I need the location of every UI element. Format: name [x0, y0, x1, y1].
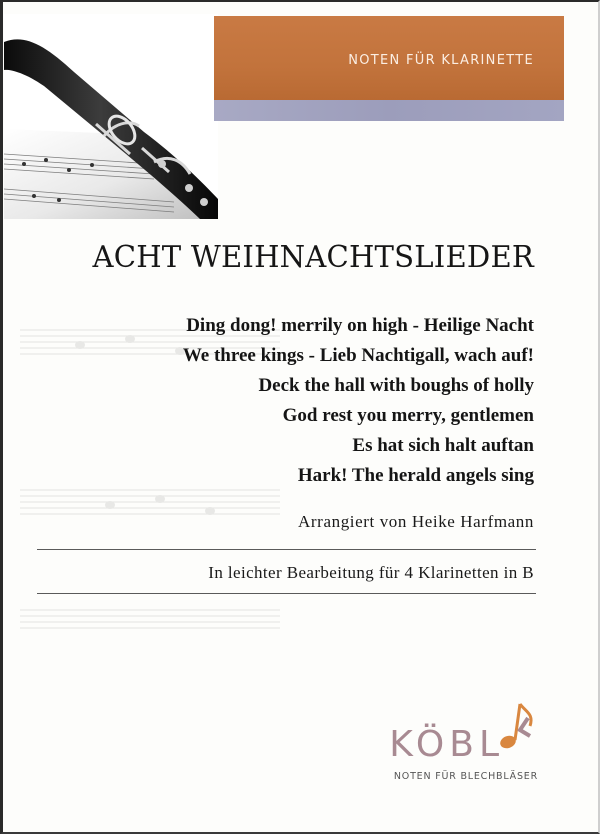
publisher-logo	[378, 700, 538, 790]
page-title: ACHT WEIHNACHTSLIEDER	[92, 240, 535, 275]
edition-subtitle: In leichter Bearbeitung für 4 Klarinetten in B	[208, 563, 534, 582]
list-item: Ding dong! merrily on high - Heilige Nacht	[186, 315, 534, 336]
list-item: Deck the hall with boughs of holly	[258, 375, 534, 396]
list-item: We three kings - Lieb Nachtigall, wach auf!	[182, 345, 534, 366]
publisher-name: KÖBL	[389, 724, 504, 765]
clarinet-photo	[4, 14, 218, 219]
list-item: God rest you merry, gentlemen	[282, 405, 534, 426]
instrument-label: NOTEN FÜR KLARINETTE	[348, 53, 534, 68]
list-item: Es hat sich halt auftan	[352, 435, 534, 456]
arranger-credit: Arrangiert von Heike Harfmann	[298, 512, 534, 531]
list-item: Hark! The herald angels sing	[297, 465, 534, 486]
divider	[37, 549, 536, 550]
header-band	[214, 16, 564, 100]
song-list	[183, 311, 534, 491]
publisher-tagline: NOTEN FÜR BLECHBLÄSER	[393, 771, 538, 782]
header-band-stripe	[214, 100, 564, 121]
divider	[37, 593, 536, 594]
